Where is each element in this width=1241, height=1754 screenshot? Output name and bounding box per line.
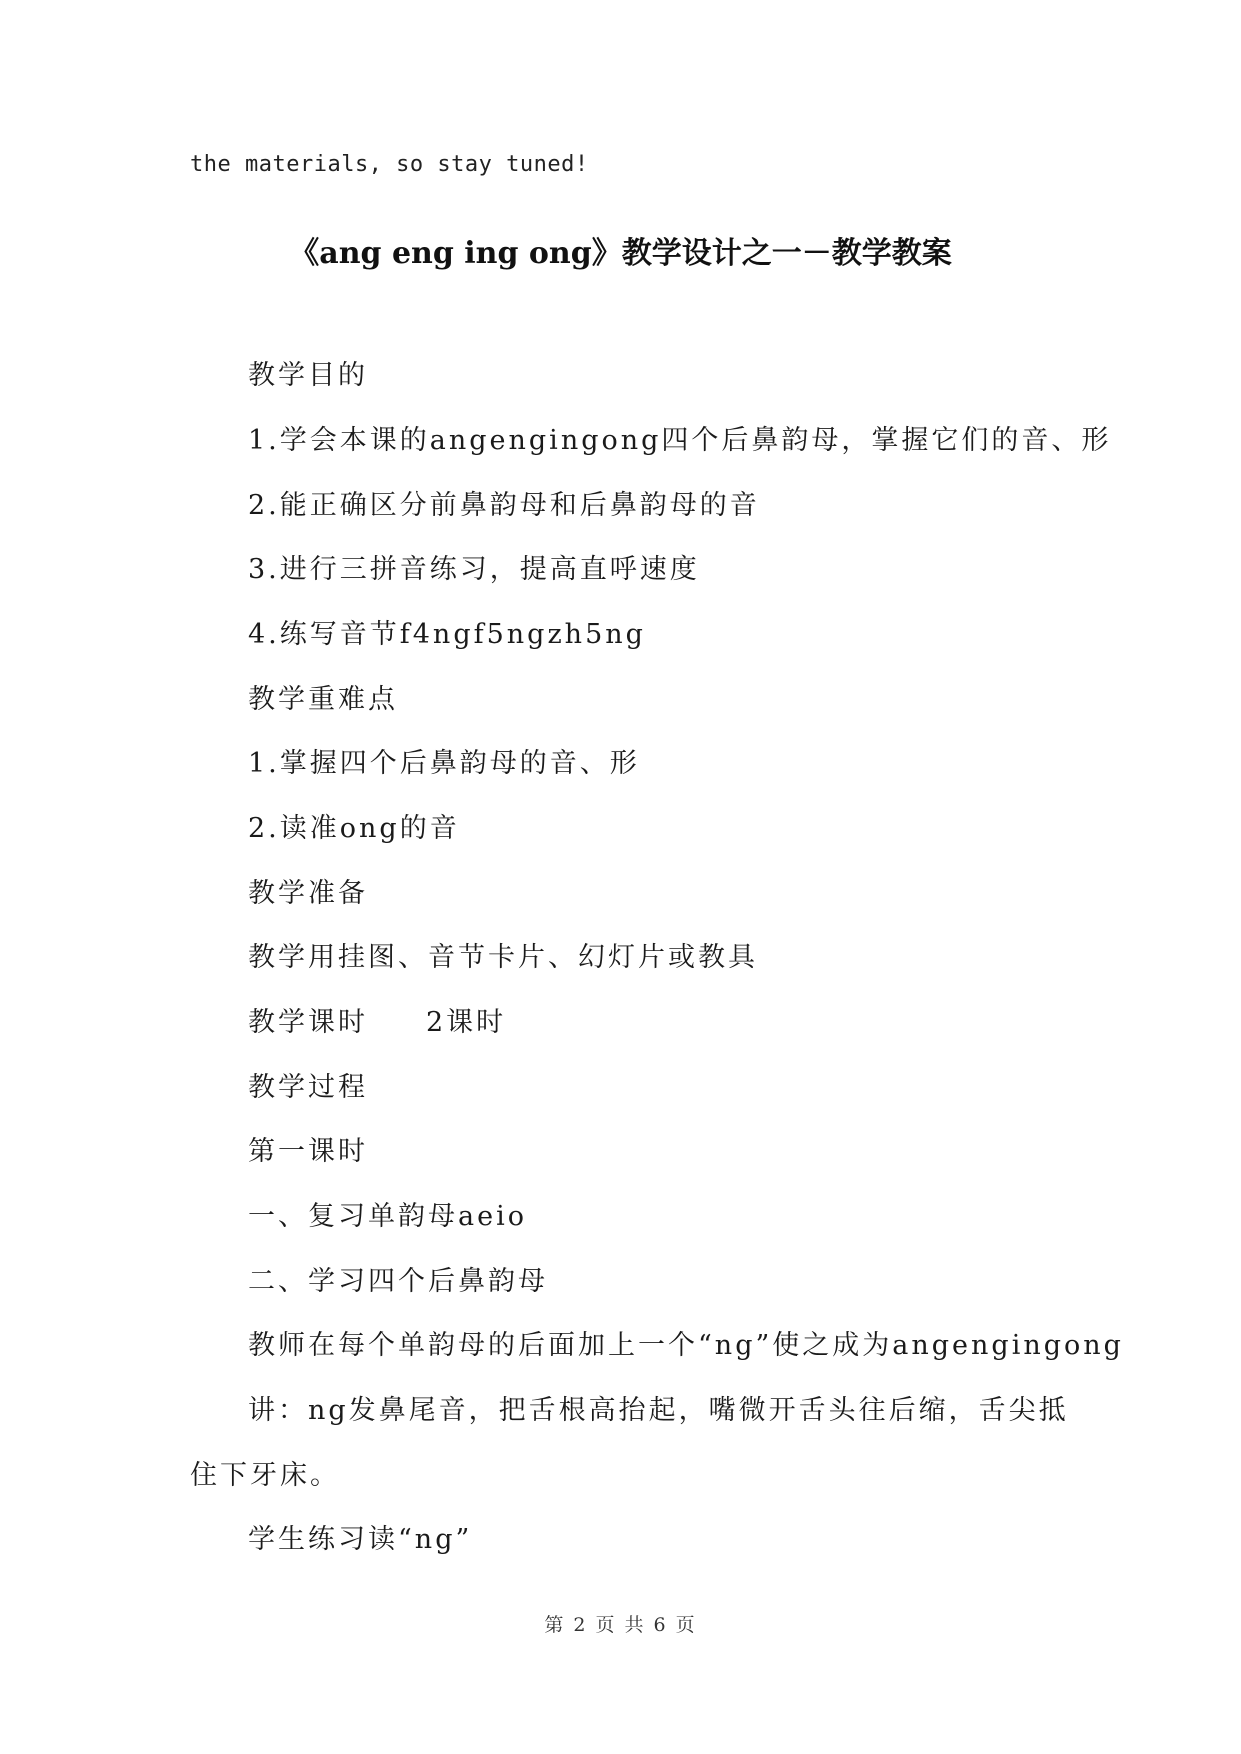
- page-footer: 第 2 页 共 6 页: [544, 1614, 697, 1636]
- paragraph-teaching-objectives-heading: 教学目的: [248, 360, 368, 391]
- paragraph-first-lesson: 第一课时: [248, 1136, 368, 1167]
- paragraph-objective-3: 3.进行三拼音练习，提高直呼速度: [248, 554, 700, 585]
- paragraph-objective-4: 4.练写音节f4ngf5ngzh5ng: [248, 619, 646, 650]
- paragraph-explanation-line-2: 住下牙床。: [190, 1460, 340, 1491]
- document-title: 《ang eng ing ong》教学设计之一－教学教案: [289, 236, 952, 271]
- paragraph-explanation-line-1: 讲：ng发鼻尾音，把舌根高抬起，嘴微开舌头往后缩，舌尖抵: [248, 1395, 1069, 1426]
- paragraph-teacher-action: 教师在每个单韵母的后面加上一个“ng”使之成为angengingong: [248, 1330, 1124, 1361]
- paragraph-class-hours: [248, 1005, 506, 1041]
- paragraph-step-2: 二、学习四个后鼻韵母: [248, 1266, 548, 1297]
- paragraph-step-1: 一、复习单韵母aeio: [248, 1201, 527, 1232]
- carry-over-text: the materials, so stay tuned!: [190, 152, 589, 177]
- class-hours-label: 教学课时: [248, 1007, 368, 1038]
- paragraph-key-point-1: 1.掌握四个后鼻韵母的音、形: [248, 748, 640, 779]
- paragraph-process-heading: 教学过程: [248, 1072, 368, 1103]
- paragraph-preparation-content: 教学用挂图、音节卡片、幻灯片或教具: [248, 942, 758, 973]
- paragraph-preparation-heading: 教学准备: [248, 878, 368, 909]
- paragraph-student-practice: 学生练习读“ng”: [248, 1524, 473, 1555]
- paragraph-key-points-heading: 教学重难点: [248, 684, 398, 715]
- paragraph-objective-1: 1.学会本课的angengingong四个后鼻韵母，掌握它们的音、形: [248, 425, 1112, 456]
- paragraph-key-point-2: 2.读准ong的音: [248, 813, 460, 844]
- class-hours-value: 2课时: [426, 1007, 507, 1038]
- paragraph-objective-2: 2.能正确区分前鼻韵母和后鼻韵母的音: [248, 490, 760, 521]
